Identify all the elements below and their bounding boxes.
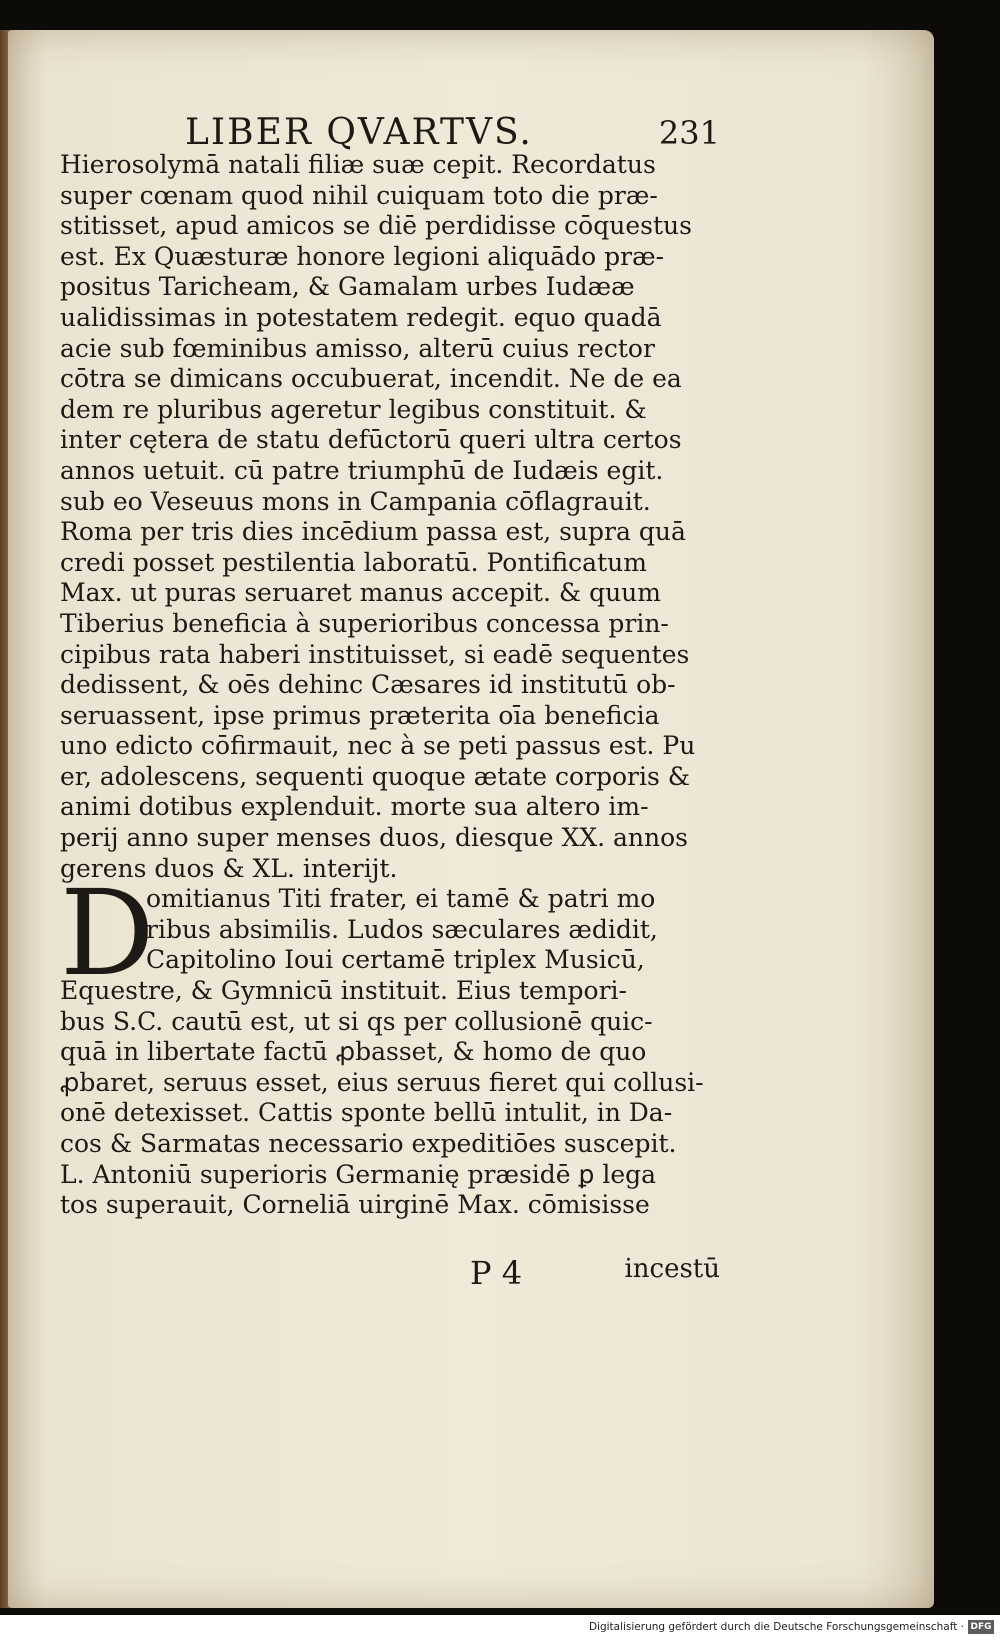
text-line: positus Taricheam, & Gamalam urbes Iudææ [60,272,635,302]
text-line: quā in libertate factū ꝓbasset, & homo de quo [60,1037,647,1067]
text-line: Equestre, & Gymnicū instituit. Eius tempori- [60,976,627,1006]
digitization-note: Digitalisierung gefördert durch die Deutsche Forschungsgemeinschaft · [588,1621,964,1633]
text-line: Max. ut puras seruaret manus accepit. & quum [60,578,661,608]
page-header [60,112,720,154]
text-line: Roma per tris dies incēdium passa est, supra quā [60,517,686,547]
catchword: incestū [624,1254,720,1284]
text-line: ribus absimilis. Ludos sæculares ædidit, [146,914,658,944]
text-line: Tiberius beneficia à superioribus concessa prin- [60,608,669,638]
paragraph-2-indented-lines [60,884,720,976]
text-line: credi posset pestilentia laboratū. Pontificatum [60,547,647,577]
text-line: tos superauit, Corneliā uirginē Max. cōmisisse [60,1190,650,1220]
text-line: inter cętera de statu defūctorū queri ultra certos [60,425,682,455]
text-line: dem re pluribus ageretur legibus constituit. & [60,394,647,424]
page-footer [60,1254,720,1294]
text-line: Capitolino Ioui certamē triplex Musicū, [146,945,645,975]
paragraph-1 [60,150,720,884]
text-line: seruassent, ipse primus præterita oīa beneficia [60,700,660,730]
text-line: est. Ex Quæsturæ honore legioni aliquādo præ- [60,241,665,271]
dfg-logo: DFG [968,1620,994,1634]
text-line: sub eo Veseuus mons in Campania cōflagrauit. [60,486,651,516]
text-line: annos uetuit. cū patre triumphū de Iudæis egit. [60,455,664,485]
text-line: gerens duos & XL. interijt. [60,853,398,883]
text-line: cos & Sarmatas necessario expeditiōes suscepit. [60,1129,677,1158]
text-line: animi dotibus explenduit. morte sua altero im- [60,792,649,822]
text-block [60,150,720,1221]
text-line: dedissent, & oēs dehinc Cæsares id institutū ob- [60,670,676,700]
text-line: stitisset, apud amicos se diē perdidisse cōquestus [60,211,692,241]
running-head: LIBER QVARTVS. [185,112,533,153]
paragraph-2-lines [60,976,720,1221]
text-line: onē detexisset. Cattis sponte bellū intulit, in Da- [60,1098,673,1128]
page-number: 231 [658,114,720,152]
text-line: omitianus Titi frater, ei tamē & patri mo [146,884,656,914]
text-line: uno edicto cōfirmauit, nec à se peti passus est. Pu [60,731,696,761]
text-line: cipibus rata haberi instituisset, si eadē sequentes [60,639,690,669]
text-line: ualidissimas in potestatem redegit. equo quadā [60,302,662,332]
drop-cap: D [60,864,155,1003]
text-line: perij anno super menses duos, diesque XX. annos [60,823,689,853]
text-line: Hierosolymā natali filiæ suæ cepit. Recordatus [60,150,656,179]
text-line: ꝓbaret, seruus esset, eius seruus fieret qui collusi- [60,1067,704,1097]
text-line: bus S.C. cautū est, ut si qs per collusionē quic- [60,1006,653,1036]
text-line: er, adolescens, sequenti quoque ætate corporis & [60,761,690,791]
digitization-bar [0,1615,1000,1641]
text-line: L. Antoniū superioris Germanię præsidē ꝑ lega [60,1159,657,1189]
text-line: acie sub fœminibus amisso, alterū cuius rector [60,333,655,363]
text-line: cōtra se dimicans occubuerat, incendit. Ne de ea [60,364,682,394]
text-line: super cœnam quod nihil cuiquam toto die præ- [60,180,658,210]
signature-mark: P 4 [470,1254,523,1292]
